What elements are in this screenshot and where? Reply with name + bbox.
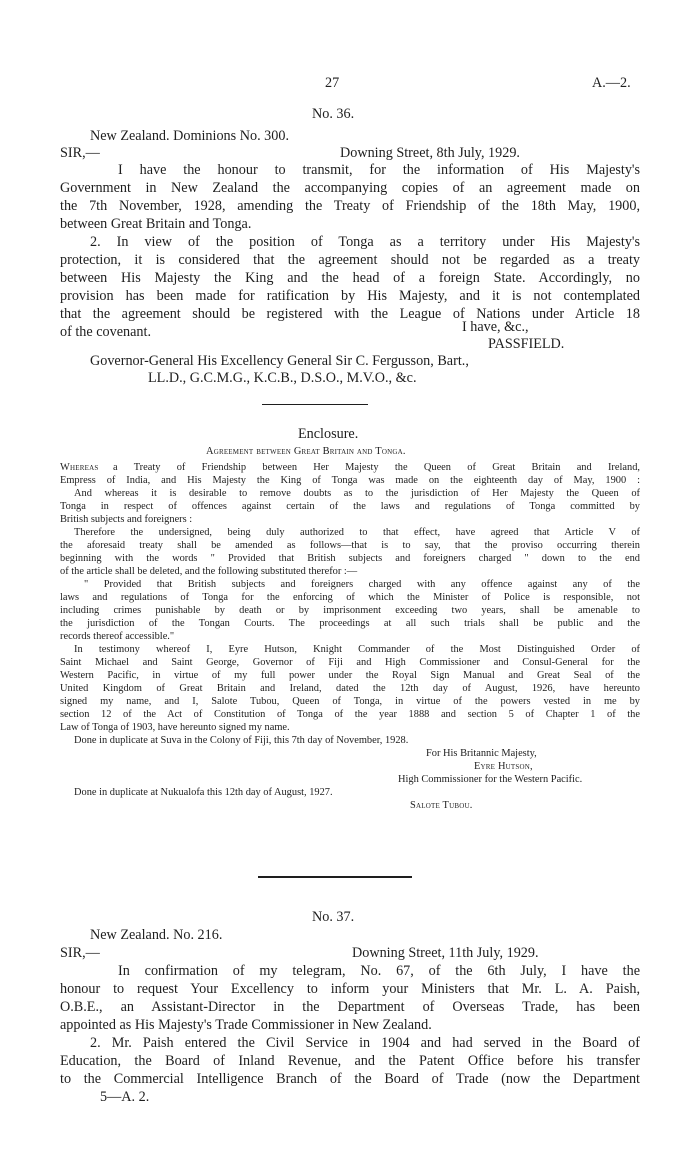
- letter-37-line: O.B.E., an Assistant-Director in the Department of Overseas Trade, has been: [60, 999, 640, 1015]
- enclosure-line: signed my name, and I, Salote Tubou, Queen of Tonga, in virtue of the powers vested in me by: [60, 696, 640, 707]
- enclosure-whereas: Whereas: [60, 462, 99, 473]
- letter-36-line: between His Majesty the King and the head of a foreign State. Accordingly, no: [60, 270, 640, 286]
- letter-36-closing: I have, &c.,: [462, 319, 529, 335]
- enclosure-line: of the article shall be deleted, and the following substituted therefor :—: [60, 566, 358, 577]
- enclosure-line: Done in duplicate at Suva in the Colony of Fiji, this 7th day of November, 1928.: [74, 735, 409, 746]
- section-divider-short: [262, 404, 368, 405]
- enclosure-line: records thereof accessible.": [60, 631, 175, 642]
- letter-36-line: provision has been made for ratification by His Majesty, and it is not contemplated: [60, 288, 640, 304]
- enclosure-line: Law of Tonga of 1903, have hereunto signed my name.: [60, 722, 290, 733]
- enclosure-line: Therefore the undersigned, being duly authorized to that effect, have agreed that Article V of: [74, 527, 640, 538]
- letter-36-line: that the agreement should be registered with the League of Nations under Article 18: [60, 306, 640, 322]
- enclosure-line: the aforesaid treaty shall be amended as follows—that is to say, that the proviso occurring therein: [60, 540, 640, 551]
- letter-37-line: 2. Mr. Paish entered the Civil Service in 1904 and had served in the Board of: [90, 1035, 640, 1051]
- enclosure-line: United Kingdom of Great Britain and Ireland, dated the 12th day of August, 1926, have hereunto: [60, 683, 640, 694]
- letter-36-line: the 7th November, 1928, amending the Treaty of Friendship of the 18th May, 1900,: [60, 198, 640, 214]
- letter-37-line: honour to request Your Excellency to inform your Ministers that Mr. L. A. Paish,: [60, 981, 640, 997]
- footer-signature-mark: 5—A. 2.: [100, 1089, 150, 1105]
- letter-36-line: Government in New Zealand the accompanying copies of an agreement made on: [60, 180, 640, 196]
- letter-37-line: Education, the Board of Inland Revenue, and the Patent Office before his transfer: [60, 1053, 640, 1069]
- letter-36-line: between Great Britain and Tonga.: [60, 216, 252, 232]
- enclosure-line: Saint Michael and Saint George, Governor of Fiji and High Commissioner and Consul-General for the: [60, 657, 640, 668]
- enclosure-line: including crimes punishable by death or by imprisonment exceeding two years, shall be amenable to: [60, 605, 640, 616]
- page-number: 27: [325, 75, 340, 91]
- enclosure-line: " Provided that British subjects and foreigners charged with any offence against any of the: [84, 579, 640, 590]
- enclosure-line: Empress of India, and His Majesty the King of Tonga was made on the eighteenth day of May, 1900 :: [60, 475, 640, 486]
- enclosure-signatory-hutson: Eyre Hutson,: [474, 761, 533, 772]
- enclosure-line: Tonga in respect of offences against certain of the laws and regulations of Tonga committed by: [60, 501, 640, 512]
- letter-37-number: No. 37.: [312, 909, 355, 925]
- enclosure-line: Western Pacific, in virtue of my full power under the Royal Sign Manual and Great Seal of the: [60, 670, 640, 681]
- enclosure-line: beginning with the words " Provided that British subjects and foreigners charged " down to the end: [60, 553, 640, 564]
- letter-36-line: protection, it is considered that the agreement should not be regarded as a treaty: [60, 252, 640, 268]
- enclosure-title: Agreement between Great Britain and Tonga.: [206, 446, 406, 457]
- letter-36-reference: New Zealand. Dominions No. 300.: [90, 128, 289, 144]
- letter-36-line: 2. In view of the position of Tonga as a territory under His Majesty's: [90, 234, 640, 250]
- letter-37-line: to the Commercial Intelligence Branch of the Board of Trade (now the Department: [60, 1071, 640, 1087]
- letter-37-line: appointed as His Majesty's Trade Commissioner in New Zealand.: [60, 1017, 432, 1033]
- enclosure-signatory-salote: Salote Tubou.: [410, 800, 473, 811]
- enclosure-line: British subjects and foreigners :: [60, 514, 193, 525]
- enclosure-for-majesty: For His Britannic Majesty,: [426, 748, 537, 759]
- enclosure-line: In testimony whereof I, Eyre Hutson, Knight Commander of the Most Distinguished Order of: [74, 644, 640, 655]
- letter-36-line: I have the honour to transmit, for the information of His Majesty's: [118, 162, 640, 178]
- letter-37-address-date: Downing Street, 11th July, 1929.: [352, 945, 539, 961]
- letter-37-line: In confirmation of my telegram, No. 67, of the 6th July, I have the: [118, 963, 640, 979]
- section-divider-bold: [258, 876, 412, 878]
- letter-36-addressee-honours: LL.D., G.C.M.G., K.C.B., D.S.O., M.V.O., &c.: [148, 370, 417, 386]
- document-reference: A.—2.: [592, 75, 631, 91]
- letter-36-signature: PASSFIELD.: [488, 336, 565, 352]
- enclosure-line: And whereas it is desirable to remove doubts as to the jurisdiction of Her Majesty the Queen of: [74, 488, 640, 499]
- enclosure-heading: Enclosure.: [298, 426, 359, 442]
- letter-36-line: of the covenant.: [60, 324, 151, 340]
- enclosure-line: laws and regulations of Tonga for the enforcing of which the Minister of Police is responsible, not: [60, 592, 640, 603]
- enclosure-high-commissioner: High Commissioner for the Western Pacific.: [398, 774, 583, 785]
- enclosure-line: the jurisdiction of the Tongan Courts. The proceedings at all such trials shall be public and the: [60, 618, 640, 629]
- enclosure-done-nukualofa: Done in duplicate at Nukualofa this 12th day of August, 1927.: [74, 787, 333, 798]
- letter-36-salutation: SIR,—: [60, 145, 100, 161]
- enclosure-line: section 12 of the Act of Constitution of Tonga of the year 1888 and section 5 of Chapter 1 of the: [60, 709, 640, 720]
- letter-36-address-date: Downing Street, 8th July, 1929.: [340, 145, 520, 161]
- letter-37-reference: New Zealand. No. 216.: [90, 927, 223, 943]
- letter-36-number: No. 36.: [312, 106, 355, 122]
- letter-37-salutation: SIR,—: [60, 945, 100, 961]
- letter-36-addressee: Governor-General His Excellency General Sir C. Fergusson, Bart.,: [90, 353, 469, 369]
- enclosure-line: a Treaty of Friendship between Her Majesty the Queen of Great Britain and Ireland,: [113, 462, 640, 473]
